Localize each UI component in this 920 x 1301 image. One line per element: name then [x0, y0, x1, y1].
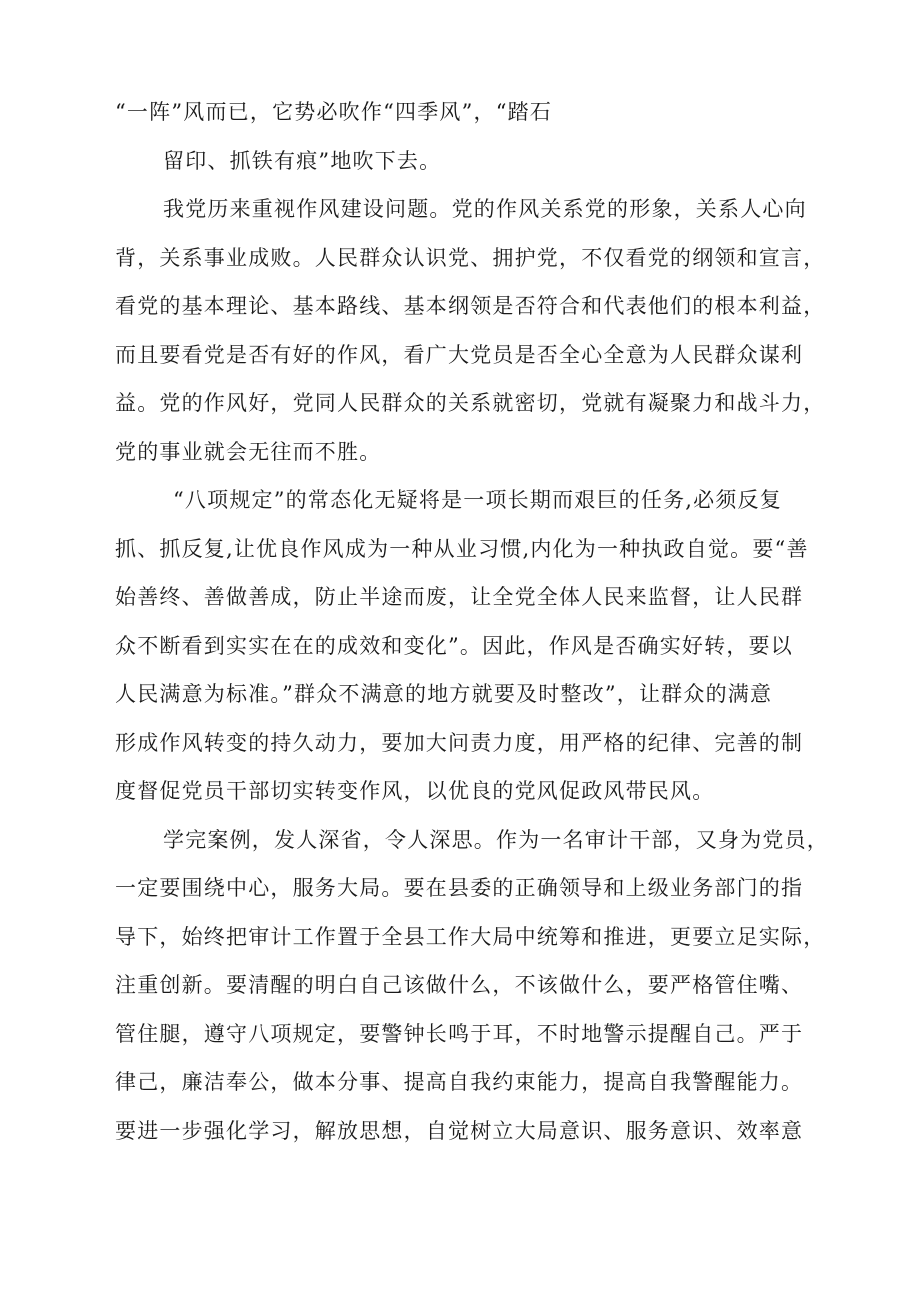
text-line: 抓、抓反复,让优良作风成为一种从业习惯,内化为一种执政自觉。要“善 [115, 536, 809, 561]
paragraph-start: “八项规定”的常态化无疑将是一项长期而艰巨的任务,必须反复 [173, 488, 782, 512]
text-line: 党的事业就会无往而不胜。 [115, 439, 382, 464]
paragraph-start: 学完案例，发人深省，令人深思。作为一名审计干部，又身为党员， [163, 827, 829, 852]
text-line: 注重创新。要清醒的明白自己该做什么，不该做什么，要严格管住嘴、 [115, 973, 804, 997]
text-line: 众不断看到实实在在的成效和变化”。因此，作风是否确实好转，要以 [115, 633, 793, 658]
text-line: 要进一步强化学习，解放思想，自觉树立大局意识、服务意识、效率意 [115, 1118, 804, 1143]
text-line: 律己，廉洁奉公，做本分事、提高自我约束能力，提高自我警醒能力。 [115, 1070, 804, 1094]
text-line: 管住腿，遵守八项规定，要警钟长鸣于耳，不时地警示提醒自己。严于 [115, 1021, 804, 1046]
text-line: 形成作风转变的持久动力，要加大问责力度，用严格的纪律、完善的制 [115, 730, 804, 755]
text-line: 人民满意为标准。”群众不满意的地方就要及时整改”，让群众的满意 [115, 682, 773, 706]
text-line: 度督促党员干部切实转变作风，以优良的党风促政风带民风。 [115, 779, 715, 803]
body-text [115, 88, 833, 1155]
text-line: 而且要看党是否有好的作风，看广大党员是否全心全意为人民群众谋利 [115, 342, 804, 367]
paragraph-start: 我党历来重视作风建设问题。党的作风关系党的形象，关系人心向 [163, 197, 807, 221]
text-line: 益。党的作风好，党同人民群众的关系就密切，党就有凝聚力和战斗力， [115, 391, 826, 415]
text-line: 背，关系事业成败。人民群众认识党、拥护党，不仅看党的纲领和宣言， [115, 245, 826, 270]
text-line-continuation: 留印、抓铁有痕”地吹下去。 [163, 148, 442, 173]
text-line: 导下，始终把审计工作置于全县工作大局中统筹和推进，更要立足实际， [115, 924, 826, 949]
text-line: 始善终、善做善成，防止半途而废，让全党全体人民来监督，让人民群 [115, 585, 804, 609]
text-line: 一定要围绕中心，服务大局。要在县委的正确领导和上级业务部门的指 [115, 876, 804, 900]
text-line: 看党的基本理论、基本路线、基本纲领是否符合和代表他们的根本利益， [115, 294, 826, 318]
text-line-continuation: “一阵”风而已，它势必吹作“四季风”，“踏石 [115, 100, 553, 124]
